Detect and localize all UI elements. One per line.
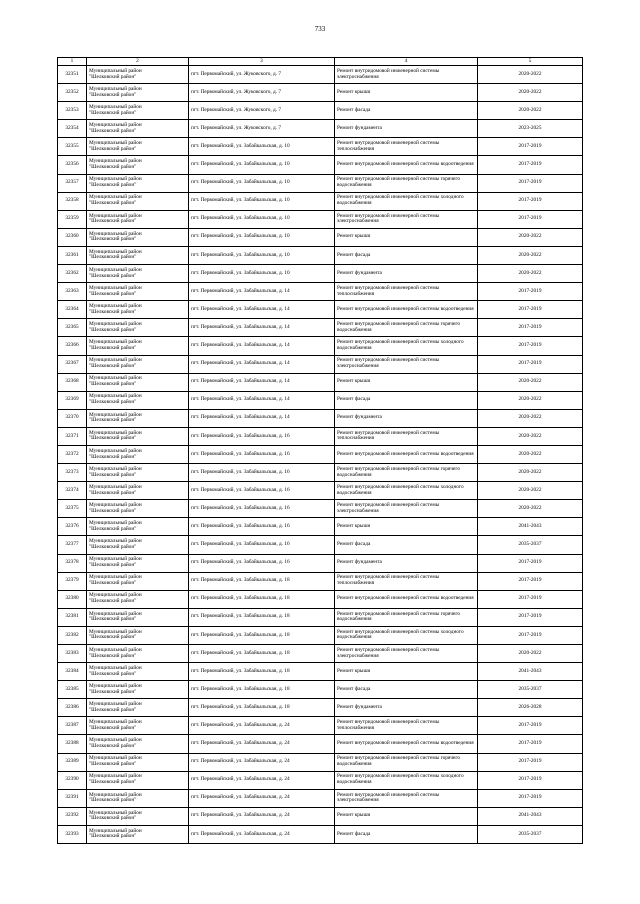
- row-number-cell: 32368: [58, 373, 87, 391]
- municipality-cell: Муниципальный район "Шелковский район": [87, 427, 189, 445]
- municipality-cell: Муниципальный район "Шелковский район": [87, 283, 189, 301]
- work-type-cell: Ремонт фасада: [335, 246, 478, 264]
- row-number-cell: 32358: [58, 192, 87, 210]
- address-cell: пгт. Первомайский, ул. Забайкальская, д. 16: [189, 427, 335, 445]
- table-row: [58, 84, 583, 102]
- address-cell: пгт. Первомайский, ул. Жуковского, д. 7: [189, 66, 335, 84]
- work-type-cell: Ремонт внутридомовой инженерной системы холодного водоснабжения: [335, 626, 478, 644]
- period-cell: 2026-2028: [478, 699, 583, 717]
- period-cell: 2017-2019: [478, 590, 583, 608]
- row-number-cell: 32390: [58, 771, 87, 789]
- row-number-cell: 32374: [58, 482, 87, 500]
- municipality-cell: Муниципальный район "Шелковский район": [87, 645, 189, 663]
- period-cell: 2020-2022: [478, 102, 583, 120]
- municipality-cell: Муниципальный район "Шелковский район": [87, 102, 189, 120]
- period-cell: 2020-2022: [478, 66, 583, 84]
- table-row: [58, 518, 583, 536]
- address-cell: пгт. Первомайский, ул. Забайкальская, д. 14: [189, 355, 335, 373]
- table-row: [58, 645, 583, 663]
- row-number-cell: 32353: [58, 102, 87, 120]
- address-cell: пгт. Первомайский, ул. Забайкальская, д. 16: [189, 518, 335, 536]
- table-row: [58, 156, 583, 174]
- row-number-cell: 32372: [58, 445, 87, 463]
- row-number-cell: 32379: [58, 572, 87, 590]
- table-row: [58, 409, 583, 427]
- row-number-cell: 32362: [58, 265, 87, 283]
- work-type-cell: Ремонт внутридомовой инженерной системы горячего водоснабжения: [335, 753, 478, 771]
- address-cell: пгт. Первомайский, ул. Забайкальская, д. 18: [189, 645, 335, 663]
- table-row: [58, 789, 583, 807]
- municipality-cell: Муниципальный район "Шелковский район": [87, 246, 189, 264]
- municipality-cell: Муниципальный район "Шелковский район": [87, 717, 189, 735]
- municipality-cell: Муниципальный район "Шелковский район": [87, 301, 189, 319]
- address-cell: пгт. Первомайский, ул. Забайкальская, д. 18: [189, 681, 335, 699]
- address-cell: пгт. Первомайский, ул. Забайкальская, д. 14: [189, 283, 335, 301]
- column-header: 3: [189, 58, 335, 66]
- row-number-cell: 32357: [58, 174, 87, 192]
- municipality-cell: Муниципальный район "Шелковский район": [87, 572, 189, 590]
- address-cell: пгт. Первомайский, ул. Забайкальская, д. 10: [189, 265, 335, 283]
- address-cell: пгт. Первомайский, ул. Забайкальская, д. 16: [189, 500, 335, 518]
- column-header: 4: [335, 58, 478, 66]
- work-type-cell: Ремонт внутридомовой инженерной системы электроснабжения: [335, 500, 478, 518]
- period-cell: 2017-2019: [478, 572, 583, 590]
- period-cell: 2017-2019: [478, 753, 583, 771]
- period-cell: 2017-2019: [478, 319, 583, 337]
- address-cell: пгт. Первомайский, ул. Жуковского, д. 7: [189, 120, 335, 138]
- table-row: [58, 717, 583, 735]
- period-cell: 2020-2022: [478, 265, 583, 283]
- address-cell: пгт. Первомайский, ул. Забайкальская, д. 16: [189, 536, 335, 554]
- period-cell: 2035-2037: [478, 825, 583, 843]
- work-type-cell: Ремонт фасада: [335, 102, 478, 120]
- row-number-cell: 32361: [58, 246, 87, 264]
- work-type-cell: Ремонт фундамента: [335, 409, 478, 427]
- row-number-cell: 32380: [58, 590, 87, 608]
- period-cell: 2017-2019: [478, 174, 583, 192]
- table-row: [58, 771, 583, 789]
- municipality-cell: Муниципальный район "Шелковский район": [87, 518, 189, 536]
- municipality-cell: Муниципальный район "Шелковский район": [87, 536, 189, 554]
- address-cell: пгт. Первомайский, ул. Забайкальская, д. 16: [189, 464, 335, 482]
- row-number-cell: 32377: [58, 536, 87, 554]
- address-cell: пгт. Первомайский, ул. Забайкальская, д. 18: [189, 572, 335, 590]
- capital-repair-table: [57, 57, 583, 844]
- table-row: [58, 102, 583, 120]
- row-number-cell: 32371: [58, 427, 87, 445]
- period-cell: 2041-2043: [478, 518, 583, 536]
- table-row: [58, 228, 583, 246]
- period-cell: 2017-2019: [478, 210, 583, 228]
- municipality-cell: Муниципальный район "Шелковский район": [87, 355, 189, 373]
- municipality-cell: Муниципальный район "Шелковский район": [87, 445, 189, 463]
- address-cell: пгт. Первомайский, ул. Забайкальская, д. 10: [189, 246, 335, 264]
- municipality-cell: Муниципальный район "Шелковский район": [87, 84, 189, 102]
- table-row: [58, 807, 583, 825]
- period-cell: 2017-2019: [478, 192, 583, 210]
- work-type-cell: Ремонт крыши: [335, 518, 478, 536]
- period-cell: 2017-2019: [478, 771, 583, 789]
- table-row: [58, 445, 583, 463]
- period-cell: 2017-2019: [478, 626, 583, 644]
- row-number-cell: 32351: [58, 66, 87, 84]
- work-type-cell: Ремонт внутридомовой инженерной системы горячего водоснабжения: [335, 174, 478, 192]
- municipality-cell: Муниципальный район "Шелковский район": [87, 174, 189, 192]
- table-row: [58, 283, 583, 301]
- municipality-cell: Муниципальный район "Шелковский район": [87, 825, 189, 843]
- period-cell: 2017-2019: [478, 735, 583, 753]
- row-number-cell: 32373: [58, 464, 87, 482]
- address-cell: пгт. Первомайский, ул. Забайкальская, д. 14: [189, 337, 335, 355]
- period-cell: 2020-2022: [478, 464, 583, 482]
- address-cell: пгт. Первомайский, ул. Забайкальская, д. 24: [189, 789, 335, 807]
- work-type-cell: Ремонт внутридомовой инженерной системы теплоснабжения: [335, 572, 478, 590]
- period-cell: 2035-2037: [478, 681, 583, 699]
- municipality-cell: Муниципальный район "Шелковский район": [87, 608, 189, 626]
- column-header: 2: [87, 58, 189, 66]
- work-type-cell: Ремонт внутридомовой инженерной системы водоотведения: [335, 590, 478, 608]
- municipality-cell: Муниципальный район "Шелковский район": [87, 789, 189, 807]
- table-row: [58, 482, 583, 500]
- address-cell: пгт. Первомайский, ул. Забайкальская, д. 10: [189, 156, 335, 174]
- table-row: [58, 337, 583, 355]
- work-type-cell: Ремонт внутридомовой инженерной системы электроснабжения: [335, 789, 478, 807]
- municipality-cell: Муниципальный район "Шелковский район": [87, 337, 189, 355]
- column-header: 5: [478, 58, 583, 66]
- municipality-cell: Муниципальный район "Шелковский район": [87, 807, 189, 825]
- work-type-cell: Ремонт внутридомовой инженерной системы холодного водоснабжения: [335, 192, 478, 210]
- table-row: [58, 554, 583, 572]
- period-cell: 2020-2022: [478, 246, 583, 264]
- municipality-cell: Муниципальный район "Шелковский район": [87, 192, 189, 210]
- column-header: 1: [58, 58, 87, 66]
- work-type-cell: Ремонт крыши: [335, 373, 478, 391]
- work-type-cell: Ремонт внутридомовой инженерной системы теплоснабжения: [335, 283, 478, 301]
- table-row: [58, 536, 583, 554]
- row-number-cell: 32352: [58, 84, 87, 102]
- period-cell: 2023-2025: [478, 120, 583, 138]
- table-row: [58, 138, 583, 156]
- row-number-cell: 32375: [58, 500, 87, 518]
- column-number-row: [58, 58, 583, 66]
- period-cell: 2017-2019: [478, 301, 583, 319]
- row-number-cell: 32383: [58, 645, 87, 663]
- address-cell: пгт. Первомайский, ул. Забайкальская, д. 10: [189, 138, 335, 156]
- row-number-cell: 32386: [58, 699, 87, 717]
- table-row: [58, 681, 583, 699]
- address-cell: пгт. Первомайский, ул. Забайкальская, д. 18: [189, 699, 335, 717]
- address-cell: пгт. Первомайский, ул. Забайкальская, д. 10: [189, 192, 335, 210]
- address-cell: пгт. Первомайский, ул. Забайкальская, д. 24: [189, 807, 335, 825]
- row-number-cell: 32378: [58, 554, 87, 572]
- address-cell: пгт. Первомайский, ул. Жуковского, д. 7: [189, 102, 335, 120]
- municipality-cell: Муниципальный район "Шелковский район": [87, 409, 189, 427]
- period-cell: 2020-2022: [478, 427, 583, 445]
- row-number-cell: 32365: [58, 319, 87, 337]
- work-type-cell: Ремонт внутридомовой инженерной системы холодного водоснабжения: [335, 337, 478, 355]
- work-type-cell: Ремонт внутридомовой инженерной системы водоотведения: [335, 445, 478, 463]
- work-type-cell: Ремонт крыши: [335, 228, 478, 246]
- work-type-cell: Ремонт фасада: [335, 681, 478, 699]
- address-cell: пгт. Первомайский, ул. Забайкальская, д. 16: [189, 445, 335, 463]
- table-row: [58, 319, 583, 337]
- table-row: [58, 355, 583, 373]
- work-type-cell: Ремонт внутридомовой инженерной системы горячего водоснабжения: [335, 319, 478, 337]
- table-row: [58, 500, 583, 518]
- table-row: [58, 210, 583, 228]
- address-cell: пгт. Первомайский, ул. Забайкальская, д. 14: [189, 409, 335, 427]
- table-row: [58, 753, 583, 771]
- address-cell: пгт. Первомайский, ул. Забайкальская, д. 14: [189, 319, 335, 337]
- period-cell: 2017-2019: [478, 789, 583, 807]
- period-cell: 2020-2022: [478, 482, 583, 500]
- period-cell: 2017-2019: [478, 355, 583, 373]
- table-row: [58, 66, 583, 84]
- work-type-cell: Ремонт фундамента: [335, 699, 478, 717]
- work-type-cell: Ремонт внутридомовой инженерной системы электроснабжения: [335, 355, 478, 373]
- work-type-cell: Ремонт внутридомовой инженерной системы электроснабжения: [335, 645, 478, 663]
- table-row: [58, 301, 583, 319]
- period-cell: 2041-2043: [478, 807, 583, 825]
- row-number-cell: 32391: [58, 789, 87, 807]
- work-type-cell: Ремонт внутридомовой инженерной системы теплоснабжения: [335, 717, 478, 735]
- row-number-cell: 32392: [58, 807, 87, 825]
- table-row: [58, 174, 583, 192]
- municipality-cell: Муниципальный район "Шелковский район": [87, 464, 189, 482]
- row-number-cell: 32370: [58, 409, 87, 427]
- period-cell: 2020-2022: [478, 228, 583, 246]
- table-row: [58, 427, 583, 445]
- work-type-cell: Ремонт фундамента: [335, 120, 478, 138]
- table-row: [58, 608, 583, 626]
- row-number-cell: 32389: [58, 753, 87, 771]
- municipality-cell: Муниципальный район "Шелковский район": [87, 681, 189, 699]
- row-number-cell: 32359: [58, 210, 87, 228]
- period-cell: 2020-2022: [478, 84, 583, 102]
- work-type-cell: Ремонт фундамента: [335, 265, 478, 283]
- row-number-cell: 32367: [58, 355, 87, 373]
- table-row: [58, 373, 583, 391]
- table-row: [58, 265, 583, 283]
- address-cell: пгт. Первомайский, ул. Забайкальская, д. 18: [189, 626, 335, 644]
- period-cell: 2017-2019: [478, 138, 583, 156]
- municipality-cell: Муниципальный район "Шелковский район": [87, 210, 189, 228]
- municipality-cell: Муниципальный район "Шелковский район": [87, 699, 189, 717]
- address-cell: пгт. Первомайский, ул. Забайкальская, д. 24: [189, 753, 335, 771]
- municipality-cell: Муниципальный район "Шелковский район": [87, 228, 189, 246]
- period-cell: 2020-2022: [478, 445, 583, 463]
- municipality-cell: Муниципальный район "Шелковский район": [87, 66, 189, 84]
- work-type-cell: Ремонт внутридомовой инженерной системы горячего водоснабжения: [335, 464, 478, 482]
- address-cell: пгт. Первомайский, ул. Забайкальская, д. 16: [189, 554, 335, 572]
- work-type-cell: Ремонт крыши: [335, 807, 478, 825]
- municipality-cell: Муниципальный район "Шелковский район": [87, 663, 189, 681]
- row-number-cell: 32360: [58, 228, 87, 246]
- table-row: [58, 626, 583, 644]
- work-type-cell: Ремонт фундамента: [335, 554, 478, 572]
- work-type-cell: Ремонт фасада: [335, 825, 478, 843]
- work-type-cell: Ремонт внутридомовой инженерной системы горячего водоснабжения: [335, 608, 478, 626]
- row-number-cell: 32381: [58, 608, 87, 626]
- row-number-cell: 32369: [58, 391, 87, 409]
- address-cell: пгт. Первомайский, ул. Забайкальская, д. 24: [189, 771, 335, 789]
- address-cell: пгт. Первомайский, ул. Забайкальская, д. 18: [189, 590, 335, 608]
- row-number-cell: 32364: [58, 301, 87, 319]
- table-row: [58, 391, 583, 409]
- work-type-cell: Ремонт крыши: [335, 663, 478, 681]
- row-number-cell: 32393: [58, 825, 87, 843]
- work-type-cell: Ремонт внутридомовой инженерной системы электроснабжения: [335, 210, 478, 228]
- period-cell: 2017-2019: [478, 717, 583, 735]
- address-cell: пгт. Первомайский, ул. Жуковского, д. 7: [189, 84, 335, 102]
- period-cell: 2017-2019: [478, 156, 583, 174]
- address-cell: пгт. Первомайский, ул. Забайкальская, д. 18: [189, 663, 335, 681]
- period-cell: 2017-2019: [478, 283, 583, 301]
- address-cell: пгт. Первомайский, ул. Забайкальская, д. 14: [189, 301, 335, 319]
- municipality-cell: Муниципальный район "Шелковский район": [87, 482, 189, 500]
- address-cell: пгт. Первомайский, ул. Забайкальская, д. 14: [189, 373, 335, 391]
- row-number-cell: 32366: [58, 337, 87, 355]
- table-row: [58, 120, 583, 138]
- address-cell: пгт. Первомайский, ул. Забайкальская, д. 10: [189, 174, 335, 192]
- municipality-cell: Муниципальный район "Шелковский район": [87, 554, 189, 572]
- municipality-cell: Муниципальный район "Шелковский район": [87, 120, 189, 138]
- row-number-cell: 32387: [58, 717, 87, 735]
- address-cell: пгт. Первомайский, ул. Забайкальская, д. 24: [189, 735, 335, 753]
- municipality-cell: Муниципальный район "Шелковский район": [87, 265, 189, 283]
- period-cell: 2020-2022: [478, 373, 583, 391]
- work-type-cell: Ремонт внутридомовой инженерной системы теплоснабжения: [335, 138, 478, 156]
- address-cell: пгт. Первомайский, ул. Забайкальская, д. 10: [189, 228, 335, 246]
- municipality-cell: Муниципальный район "Шелковский район": [87, 735, 189, 753]
- row-number-cell: 32384: [58, 663, 87, 681]
- table-body: [58, 66, 583, 844]
- work-type-cell: Ремонт внутридомовой инженерной системы теплоснабжения: [335, 427, 478, 445]
- work-type-cell: Ремонт внутридомовой инженерной системы холодного водоснабжения: [335, 482, 478, 500]
- table-row: [58, 192, 583, 210]
- row-number-cell: 32356: [58, 156, 87, 174]
- municipality-cell: Муниципальный район "Шелковский район": [87, 156, 189, 174]
- address-cell: пгт. Первомайский, ул. Забайкальская, д. 24: [189, 717, 335, 735]
- period-cell: 2020-2022: [478, 645, 583, 663]
- work-type-cell: Ремонт крыши: [335, 84, 478, 102]
- work-type-cell: Ремонт фасада: [335, 391, 478, 409]
- work-type-cell: Ремонт фасада: [335, 536, 478, 554]
- period-cell: 2041-2043: [478, 663, 583, 681]
- period-cell: 2017-2019: [478, 608, 583, 626]
- period-cell: 2020-2022: [478, 409, 583, 427]
- municipality-cell: Муниципальный район "Шелковский район": [87, 626, 189, 644]
- row-number-cell: 32355: [58, 138, 87, 156]
- table-row: [58, 246, 583, 264]
- municipality-cell: Муниципальный район "Шелковский район": [87, 500, 189, 518]
- table-row: [58, 663, 583, 681]
- municipality-cell: Муниципальный район "Шелковский район": [87, 319, 189, 337]
- table-row: [58, 590, 583, 608]
- municipality-cell: Муниципальный район "Шелковский район": [87, 373, 189, 391]
- table-row: [58, 735, 583, 753]
- municipality-cell: Муниципальный район "Шелковский район": [87, 771, 189, 789]
- work-type-cell: Ремонт внутридомовой инженерной системы холодного водоснабжения: [335, 771, 478, 789]
- address-cell: пгт. Первомайский, ул. Забайкальская, д. 18: [189, 608, 335, 626]
- period-cell: 2017-2019: [478, 554, 583, 572]
- row-number-cell: 32363: [58, 283, 87, 301]
- work-type-cell: Ремонт внутридомовой инженерной системы водоотведения: [335, 156, 478, 174]
- municipality-cell: Муниципальный район "Шелковский район": [87, 590, 189, 608]
- municipality-cell: Муниципальный район "Шелковский район": [87, 138, 189, 156]
- period-cell: 2020-2022: [478, 391, 583, 409]
- period-cell: 2035-2037: [478, 536, 583, 554]
- municipality-cell: Муниципальный район "Шелковский район": [87, 753, 189, 771]
- table-row: [58, 572, 583, 590]
- address-cell: пгт. Первомайский, ул. Забайкальская, д. 16: [189, 482, 335, 500]
- period-cell: 2020-2022: [478, 500, 583, 518]
- table-row: [58, 825, 583, 843]
- page-number: 733: [314, 25, 326, 33]
- address-cell: пгт. Первомайский, ул. Забайкальская, д. 14: [189, 391, 335, 409]
- row-number-cell: 32388: [58, 735, 87, 753]
- period-cell: 2017-2019: [478, 337, 583, 355]
- work-type-cell: Ремонт внутридомовой инженерной системы электроснабжения: [335, 66, 478, 84]
- address-cell: пгт. Первомайский, ул. Забайкальская, д. 24: [189, 825, 335, 843]
- row-number-cell: 32382: [58, 626, 87, 644]
- work-type-cell: Ремонт внутридомовой инженерной системы водоотведения: [335, 735, 478, 753]
- table-row: [58, 464, 583, 482]
- row-number-cell: 32354: [58, 120, 87, 138]
- address-cell: пгт. Первомайский, ул. Забайкальская, д. 10: [189, 210, 335, 228]
- table-row: [58, 699, 583, 717]
- work-type-cell: Ремонт внутридомовой инженерной системы водоотведения: [335, 301, 478, 319]
- row-number-cell: 32376: [58, 518, 87, 536]
- row-number-cell: 32385: [58, 681, 87, 699]
- municipality-cell: Муниципальный район "Шелковский район": [87, 391, 189, 409]
